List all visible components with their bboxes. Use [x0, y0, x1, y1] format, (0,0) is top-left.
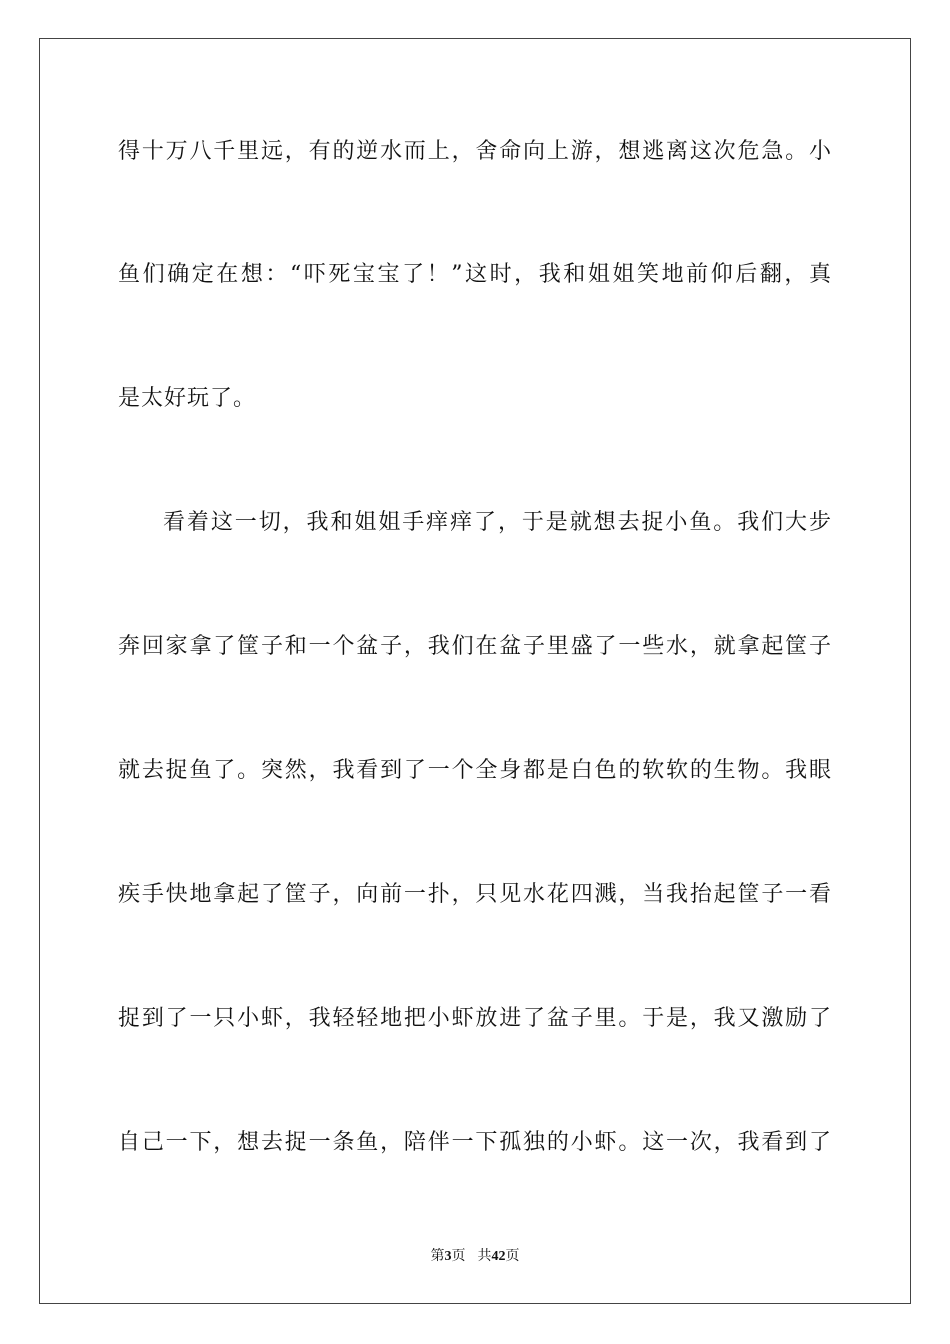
paragraph-line: 疾手快地拿起了筐子，向前一扑，只见水花四溅，当我抬起筐子一看	[118, 882, 832, 907]
paragraph-line: 得十万八千里远，有的逆水而上，舍命向上游，想逃离这次危急。小	[118, 139, 832, 164]
paragraph-line: 就去捉鱼了。突然，我看到了一个全身都是白色的软软的生物。我眼	[118, 758, 832, 783]
paragraph-line: 鱼们确定在想：“吓死宝宝了！”这时，我和姐姐笑地前仰后翻，真	[118, 262, 832, 287]
page-total: 42	[491, 1249, 506, 1264]
page-footer	[0, 1246, 950, 1267]
paragraph-line: 看着这一切，我和姐姐手痒痒了，于是就想去捉小鱼。我们大步	[163, 510, 832, 535]
page-number-prefix: 第	[430, 1248, 445, 1264]
page-total-suffix: 页	[505, 1248, 520, 1264]
page-number-suffix: 页	[451, 1248, 466, 1264]
page-number-current: 3	[444, 1249, 452, 1264]
paragraph-line: 奔回家拿了筐子和一个盆子，我们在盆子里盛了一些水，就拿起筐子	[118, 634, 832, 659]
paragraph-line: 自己一下，想去捉一条鱼，陪伴一下孤独的小虾。这一次，我看到了	[118, 1130, 832, 1155]
page-border	[39, 38, 911, 1304]
paragraph-line: 是太好玩了。	[118, 386, 257, 411]
paragraph-line: 捉到了一只小虾，我轻轻地把小虾放进了盆子里。于是，我又激励了	[118, 1006, 832, 1031]
page-total-prefix: 共	[477, 1248, 492, 1264]
